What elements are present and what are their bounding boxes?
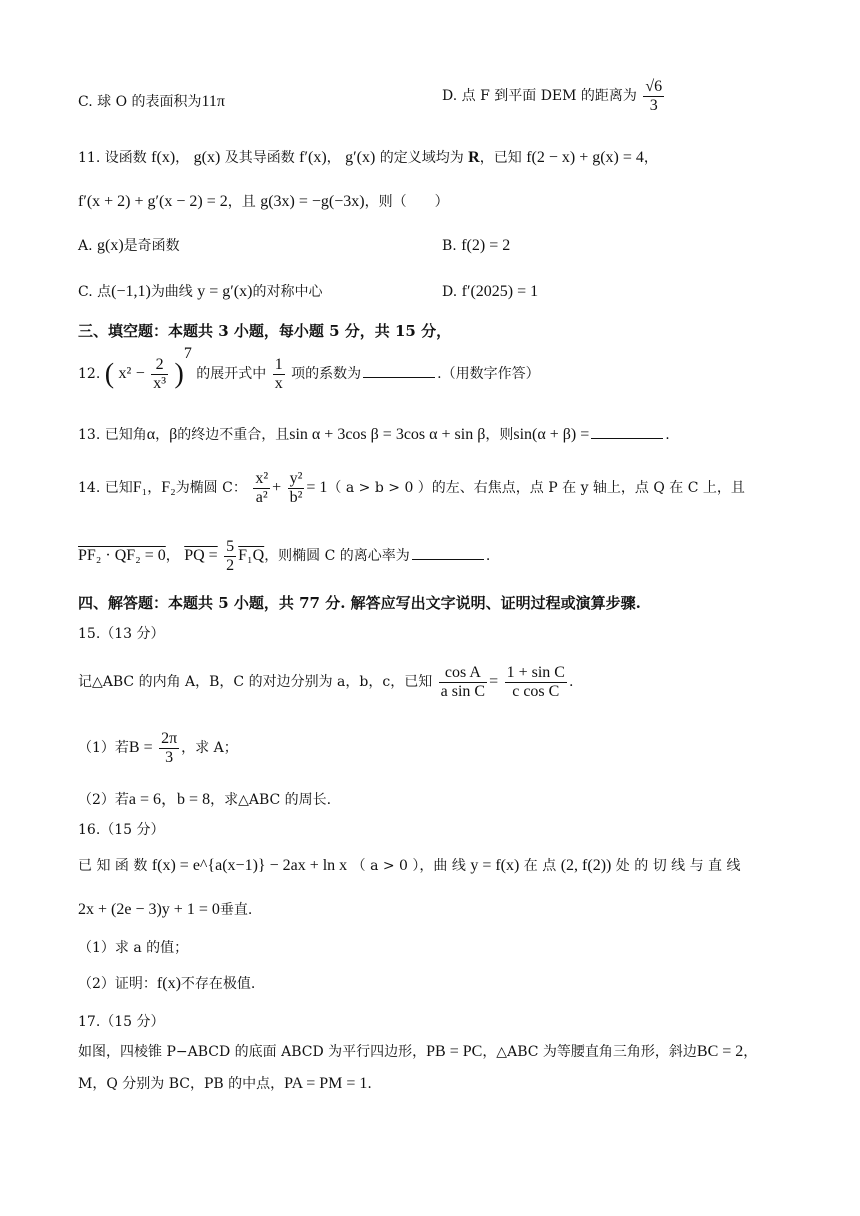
q14-fraction-y: $\frac{\text{y²}}{\text{b²}}$ — [289, 470, 303, 506]
q15-part1-fraction: $\frac{2\pi}{3}$ — [161, 730, 178, 766]
q12-fraction-2: $\frac{1}{x}$ — [274, 356, 283, 392]
section4-heading: 四、解答题：本题共 5 小题，共 77 分. 解答应写出文字说明、证明过程或演算步骤. — [78, 594, 641, 612]
q10-option-c-value: 11π — [201, 93, 225, 110]
q15-fraction-right: $\frac{\text{1 + sin C}}{\text{c cos C}}$ — [506, 664, 565, 700]
q13-answer-blank[interactable] — [591, 424, 663, 439]
q10-option-c-text: C. 球 O 的表面积为 — [78, 94, 202, 110]
q16-part2: （2）证明：f(x)不存在极值. — [78, 975, 256, 992]
q10-option-d-text: D. 点 F 到平面 DEM 的距离为 — [442, 88, 637, 105]
q11-line1: 11. 设函数 f(x)， g(x) 及其导函数 f′(x)， g′(x) 的定义域均为 R，已知 f(2 − x) + g(x) = 4， — [78, 149, 658, 166]
q12-line: 12. ( x² − $\frac{2}{\text{x³}}$ )$^7$ 的展开式中 $\frac{1}{x}$ 项的系数为 .（用数字作答） — [78, 345, 540, 392]
q17-line1: 如图，四棱锥 P−ABCD 的底面 ABCD 为平行四边形，PB = PC，△ABC 为等腰直角三角形，斜边BC = 2， — [78, 1043, 758, 1060]
q11-option-c: C. 点(−1,1)为曲线 y = g′(x)的对称中心 — [78, 283, 323, 300]
q10-option-d — [442, 78, 666, 114]
q14-line2: PF₂ · QF₂ = 0， PQ = $\frac{5}{2}$ F₁Q，则椭圆 C 的离心率为 . — [78, 538, 491, 574]
q11-option-b: B. f(2) = 2 — [442, 237, 511, 254]
q14-fraction-k: $\frac{5}{2}$ — [226, 538, 235, 574]
q12-fraction: $\frac{2}{\text{x³}}$ — [153, 356, 167, 392]
q15-line1: 记△ABC 的内角 A，B，C 的对边分别为 a，b，c，已知 $\frac{\text{cos A}}{\text{a sin C}}$ = $\frac{\text{1 + sin C}}{\text{c cos C}}$ . — [78, 664, 574, 700]
q17-line2: M，Q 分别为 BC，PB 的中点，PA = PM = 1. — [78, 1075, 372, 1092]
q11-option-a: A. g(x)是奇函数 — [78, 237, 180, 254]
q11-option-d: D. f′(2025) = 1 — [442, 283, 539, 300]
q12-answer-blank[interactable] — [363, 363, 435, 378]
q10-option-c — [78, 92, 225, 111]
section3-heading: 三、填空题：本题共 3 小题，每小题 5 分，共 15 分， — [78, 322, 452, 340]
q12-left-paren: ( — [104, 358, 115, 390]
q16-header: 16.（15 分） — [78, 822, 165, 838]
q10-option-d-fraction: $\frac{√6}{3}$ — [645, 78, 663, 114]
q14-fraction-x: $\frac{\text{x²}}{\text{a²}}$ — [255, 470, 269, 506]
q11-line2: f′(x + 2) + g′(x − 2) = 2，且 g(3x) = −g(−3x)，则（ ） — [78, 193, 449, 210]
q16-line1: 已 知 函 数 f(x) = e^{a(x−1)} − 2ax + ln x （ a > 0 ），曲 线 y = f(x) 在 点 (2, f(2)) 处 的 切 线 与 直 线 — [78, 857, 741, 874]
q15-fraction-left: $\frac{\text{cos A}}{\text{a sin C}}$ — [440, 664, 486, 700]
q16-line2: 2x + (2e − 3)y + 1 = 0垂直. — [78, 901, 253, 918]
q12-right-paren: ) — [174, 358, 184, 390]
q17-header: 17.（15 分） — [78, 1014, 165, 1030]
q14-line1: 14. 已知F₁，F₂为椭圆 C： $\frac{\text{x²}}{\text{a²}}$ + $\frac{\text{y²}}{\text{b²}}$ = 1（ a > b > 0 ）的左、右焦点，点 P 在 y 轴上，点 Q 在 C 上，且 — [78, 470, 745, 506]
q16-part1: （1）求 a 的值； — [78, 940, 189, 956]
q15-part2: （2）若a = 6，b = 8，求△ABC 的周长. — [78, 791, 332, 808]
q15-part1: （1）若B = $\frac{2\pi}{3}$ ，求 A； — [78, 730, 238, 766]
q14-answer-blank[interactable] — [412, 545, 484, 560]
q13-line: 13. 已知角α，β的终边不重合，且sin α + 3cos β = 3cos α + sin β，则sin(α + β) = . — [78, 426, 670, 443]
q15-header: 15.（13 分） — [78, 626, 165, 642]
